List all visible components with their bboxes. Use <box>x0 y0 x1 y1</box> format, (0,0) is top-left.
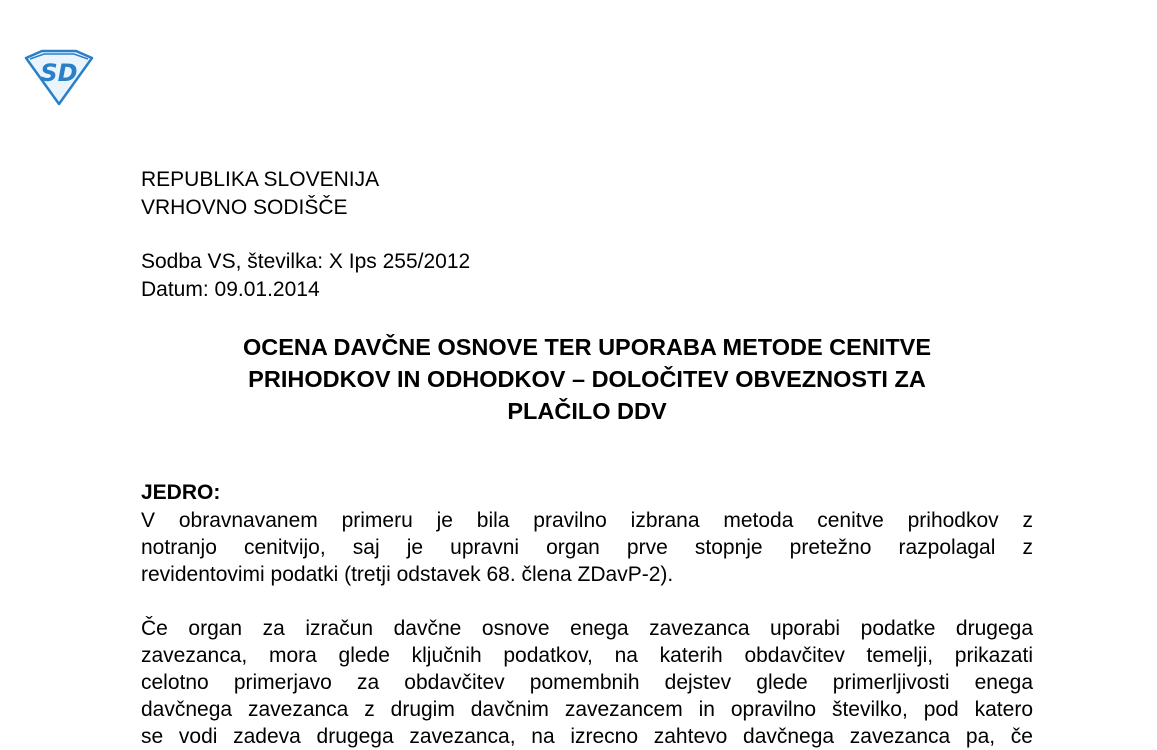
document-header <box>141 166 379 222</box>
paragraph-line: notranjo cenitvijo, saj je upravni organ prve stopnje pretežno razpolagal z <box>141 536 1033 559</box>
paragraph-line: Če organ za izračun davčne osnove enega zavezanca uporabi podatke drugega <box>141 617 1033 640</box>
title-line: PRIHODKOV IN ODHODKOV – DOLOČITEV OBVEZNOSTI ZA <box>248 366 926 392</box>
title-line: OCENA DAVČNE OSNOVE TER UPORABA METODE CENITVE <box>242 334 932 360</box>
country-name: REPUBLIKA SLOVENIJA <box>141 168 380 191</box>
paragraph-line: zavezanca, mora glede ključnih podatkov, na katerih obdavčitev temelji, prikazati <box>141 644 1033 667</box>
paragraph-line: V obravnavanem primeru je bila pravilno izbrana metoda cenitve prihodkov z <box>141 509 1033 532</box>
paragraph-line: revidentovimi podatki (tretji odstavek 68. člena ZDavP-2). <box>141 563 674 586</box>
court-name: VRHOVNO SODIŠČE <box>141 196 348 219</box>
summary-paragraph <box>141 507 1033 588</box>
case-metadata <box>141 248 470 304</box>
paragraph-line: davčnega zavezanca z drugim davčnim zavezancem in opravilno številko, pod katero <box>141 698 1033 721</box>
summary-paragraph <box>141 615 1033 750</box>
case-number: Sodba VS, številka: X Ips 255/2012 <box>141 250 471 273</box>
section-heading-jedro: JEDRO: <box>141 481 221 504</box>
decision-date: Datum: 09.01.2014 <box>141 278 320 301</box>
paragraph-line: se vodi zadeva drugega zavezanca, na izrecno zahtevo davčnega zavezanca pa, če <box>141 725 1033 748</box>
title-line: PLAČILO DDV <box>507 398 667 424</box>
paragraph-line: celotno primerjavo za obdavčitev pomembnih dejstev glede primerljivosti enega <box>141 671 1033 694</box>
court-logo-icon <box>22 48 96 106</box>
logo-letters: SD <box>40 59 78 87</box>
document-title <box>141 331 1033 427</box>
